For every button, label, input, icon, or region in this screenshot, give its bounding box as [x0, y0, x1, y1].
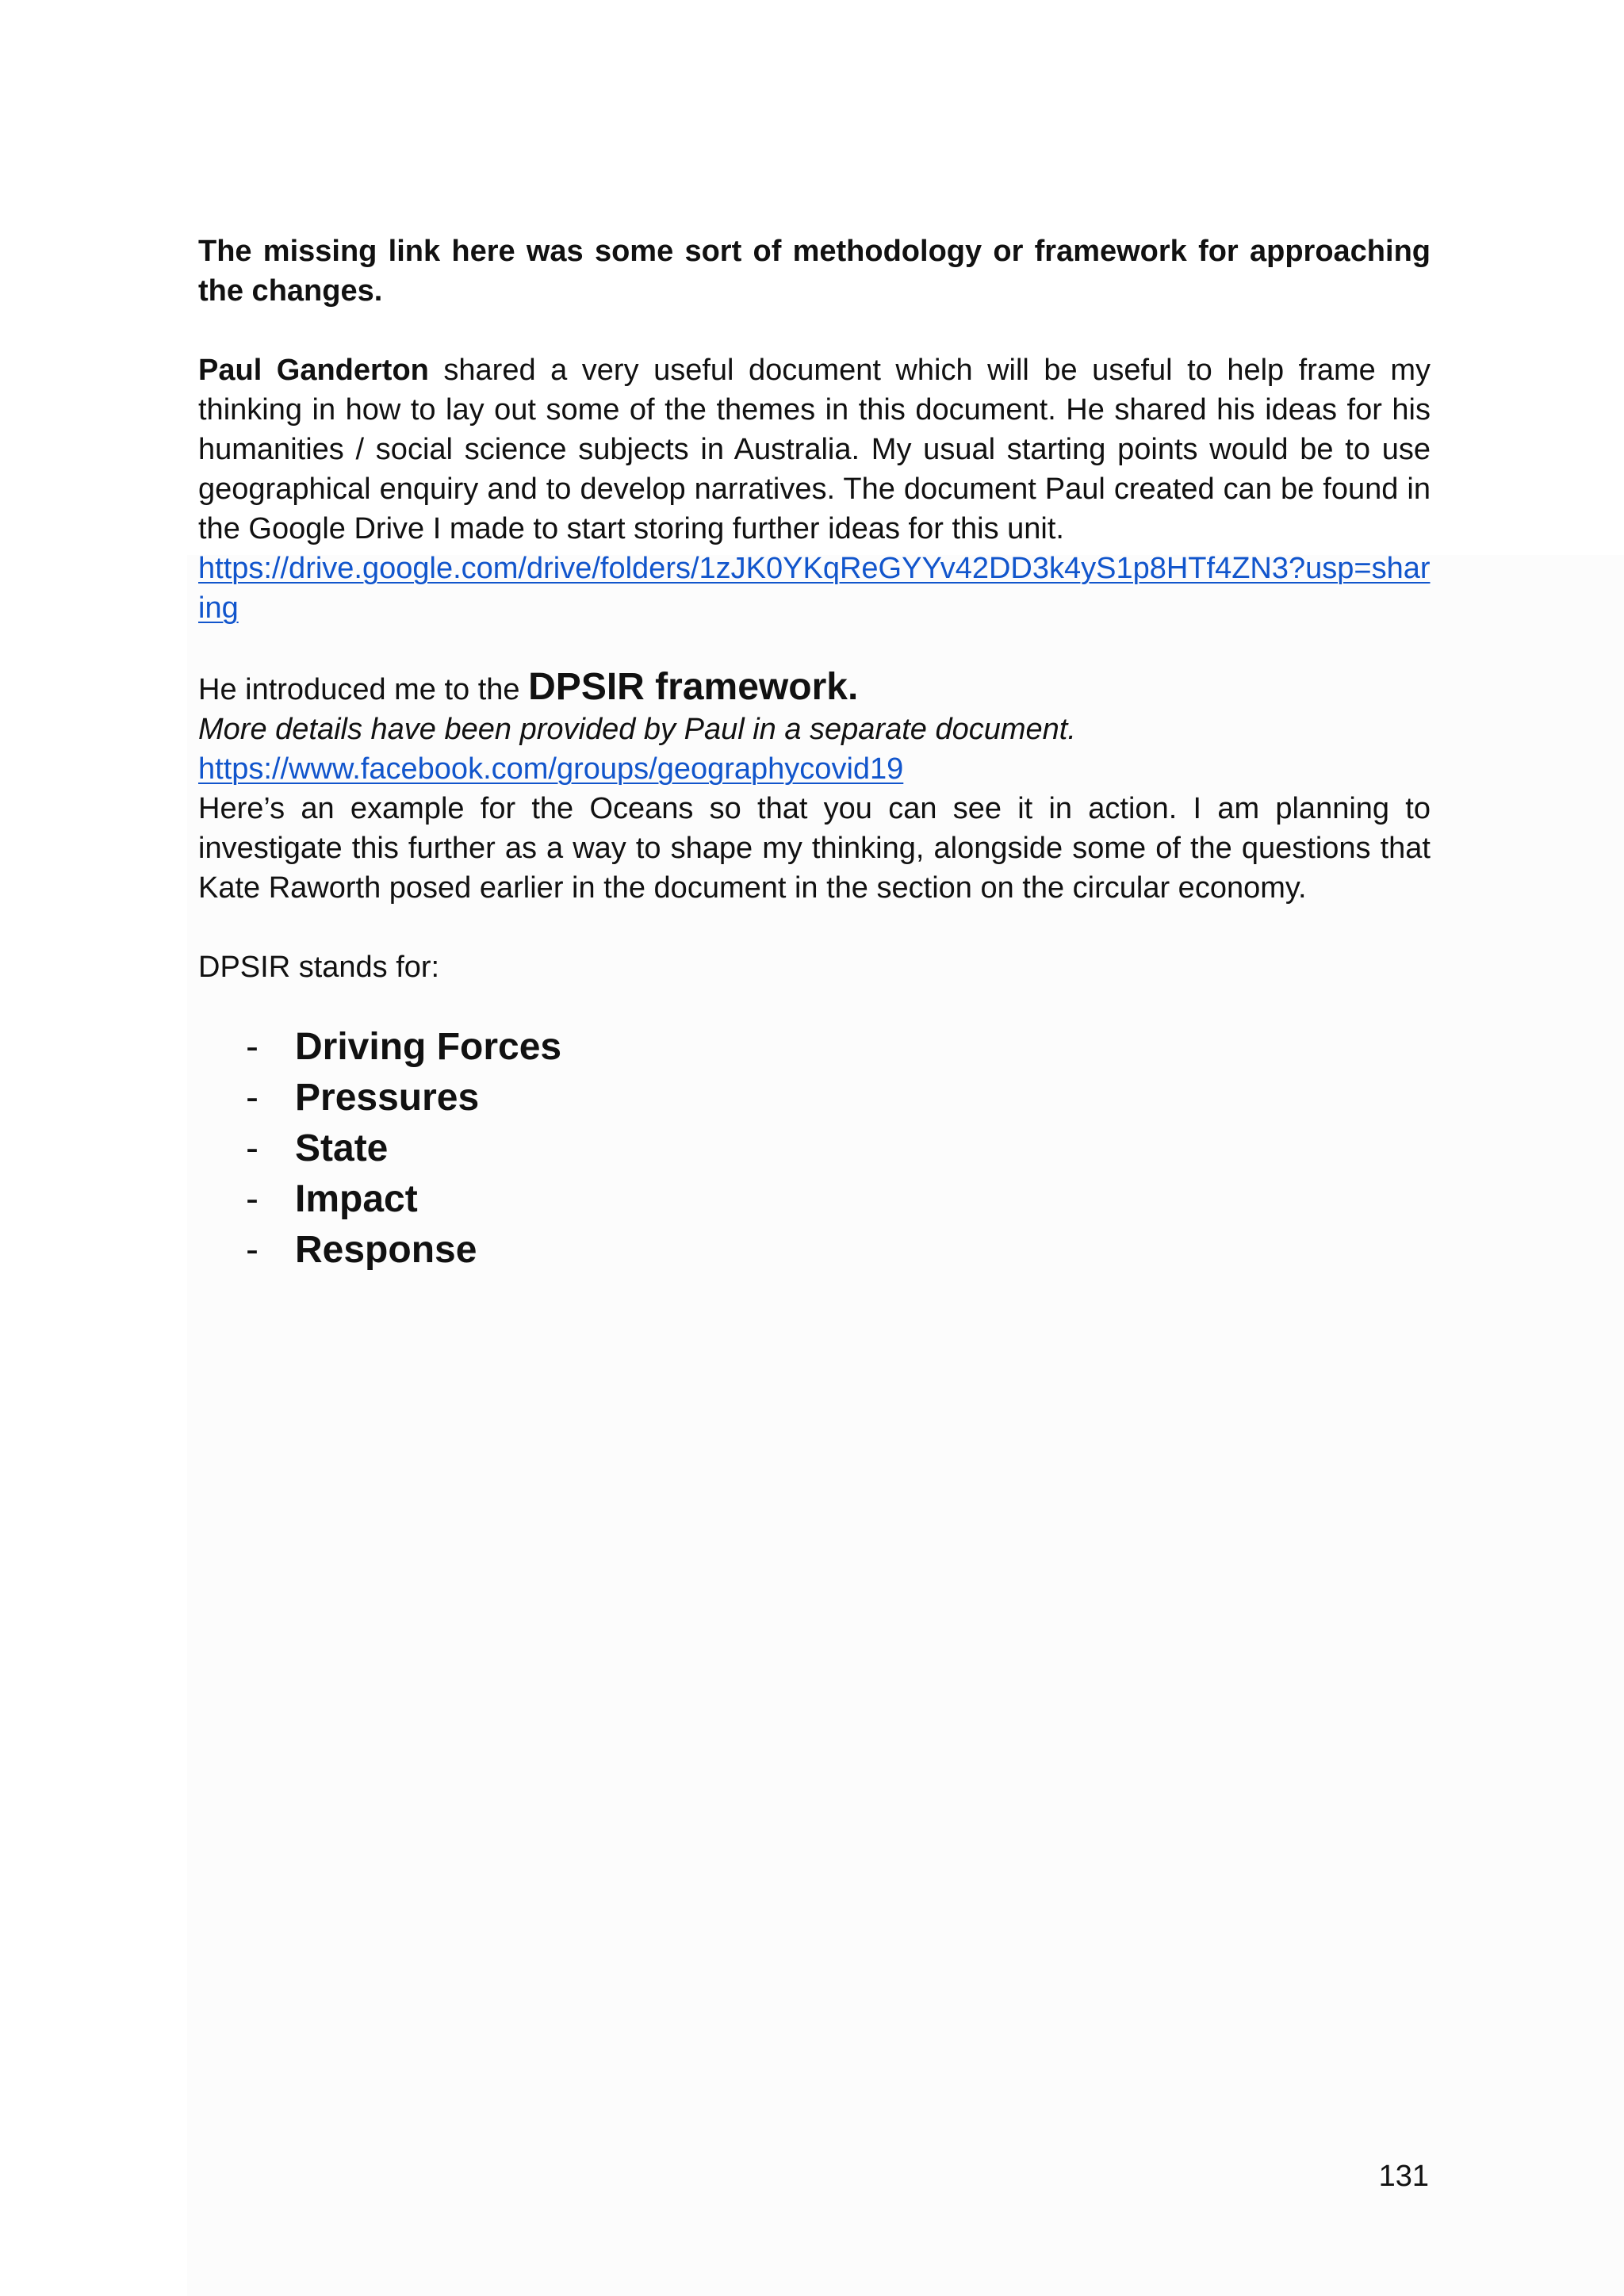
paragraph-gap: [198, 311, 1431, 350]
framework-lead: He introduced me to the: [198, 673, 529, 706]
list-item-label: Pressures: [295, 1077, 480, 1119]
list-dash: -: [246, 1127, 259, 1169]
facebook-group-link[interactable]: https://www.facebook.com/groups/geographycovid19: [198, 752, 904, 786]
list-item-label: State: [295, 1127, 389, 1169]
list-dash: -: [246, 1026, 259, 1068]
dpsir-list: [198, 1022, 1431, 1276]
list-item-label: Driving Forces: [295, 1026, 562, 1068]
list-dash: -: [246, 1229, 259, 1271]
framework-note: More details have been provided by Paul in a separate document.: [198, 713, 1076, 746]
paragraph-gap: [198, 628, 1431, 668]
framework-name: DPSIR framework.: [528, 666, 859, 708]
list-dash: -: [246, 1077, 259, 1119]
list-dash: -: [246, 1178, 259, 1220]
page-number: 131: [1378, 2160, 1429, 2193]
document-page: [198, 232, 1431, 1276]
intro-paragraph: [198, 350, 1431, 549]
dpsir-label: DPSIR stands for:: [198, 951, 440, 984]
intro-text: shared a very useful document which will be useful to help frame my thinking in how to lay out some of the themes in this document. He shared his ideas for his humanities / social science subjects in Australia. My usual starting points would be to use geographical enquiry and to develop narratives. The document Paul created can be found in the Google Drive I made to start storing further ideas for this unit.: [198, 354, 1431, 545]
google-drive-link[interactable]: https://drive.google.com/drive/folders/1zJK0YKqReGYYv42DD3k4yS1p8HTf4ZN3?usp=sharing: [198, 552, 1431, 625]
example-paragraph: Here’s an example for the Oceans so that you can see it in action. I am planning to investigate this further as a way to shape my thinking, alongside some of the questions that Kate Raworth posed earlier in the document in the section on the circular economy.: [198, 792, 1431, 905]
list-item: [198, 1225, 1431, 1276]
author-name: Paul Ganderton: [198, 354, 429, 387]
paragraph-gap: [198, 908, 1431, 947]
list-item-label: Impact: [295, 1178, 418, 1220]
section-heading: The missing link here was some sort of methodology or framework for approaching the changes.: [198, 235, 1431, 308]
list-item: [198, 1073, 1431, 1123]
list-item-label: Response: [295, 1229, 477, 1271]
list-item: [198, 1123, 1431, 1174]
list-item: [198, 1174, 1431, 1225]
framework-intro: [198, 668, 1431, 710]
list-item: [198, 1022, 1431, 1073]
